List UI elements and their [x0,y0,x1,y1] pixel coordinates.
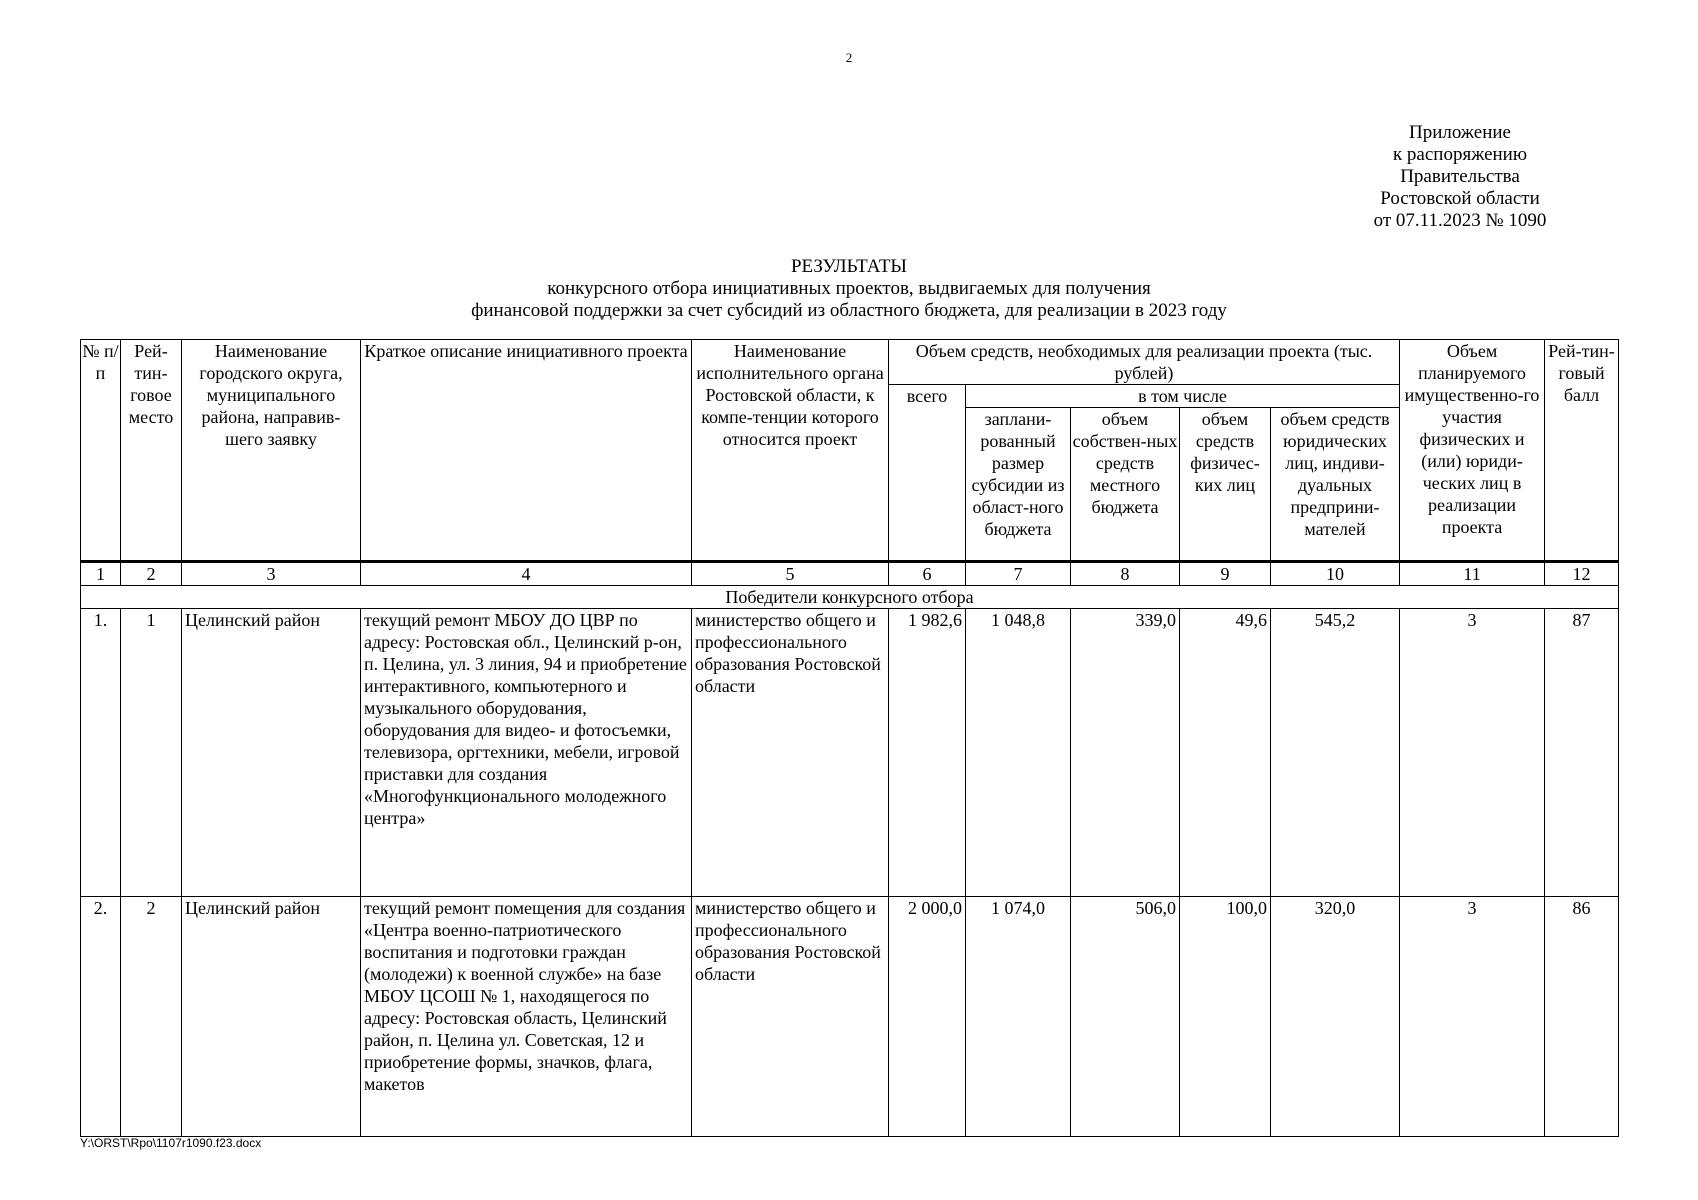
column-number: 6 [889,562,966,586]
column-numbers-row [81,562,1619,586]
row-subsidy: 1 048,8 [966,609,1071,897]
row-local-budget: 506,0 [1071,897,1180,1137]
row-property: 3 [1400,897,1545,1137]
column-number: 4 [361,562,692,586]
row-score: 87 [1545,609,1619,897]
row-rank: 2 [121,897,182,1137]
header-total: всего [889,385,966,562]
header-individuals: объем средств физичес-ких лиц [1180,408,1271,562]
row-individuals: 49,6 [1180,609,1271,897]
appendix-line: от 07.11.2023 № 1090 [1373,210,1547,231]
row-description: текущий ремонт помещения для создания «Центра военно-патриотического воспитания и подготовки граждан (молодежи) к военной службе» на базе МБОУ ЦСОШ № 1, находящегося по адресу: Ростовская область, Целинский район, п. Целина ул. Советская, 12 и приобретение формы, значков, флага, макетов [361,897,692,1137]
file-path-footer: Y:\ORST\Rpo\1107r1090.f23.docx [80,1136,262,1150]
page-number: 2 [845,50,853,65]
header-description: Краткое описание инициативного проекта [361,340,692,562]
column-number: 10 [1271,562,1400,586]
column-number: 3 [182,562,361,586]
appendix-line: Приложение [1409,122,1511,143]
table-row [81,609,1619,897]
column-number: 2 [121,562,182,586]
header-including: в том числе [966,385,1400,408]
row-score: 86 [1545,897,1619,1137]
row-total: 1 982,6 [889,609,966,897]
title-heading: РЕЗУЛЬТАТЫ [790,256,907,277]
results-table [80,339,1619,1137]
header-property: Объем планируемого имущественно-го участия физических и (или) юриди-ческих лиц в реализации проекта [1400,340,1545,562]
row-organ: министерство общего и профессионального образования Ростовской области [692,897,889,1137]
appendix-line: Ростовской области [1380,188,1540,209]
row-district: Целинский район [182,609,361,897]
column-number: 9 [1180,562,1271,586]
title-line: финансовой поддержки за счет субсидий из областного бюджета, для реализации в 2023 году [471,300,1227,321]
row-rank: 1 [121,609,182,897]
row-local-budget: 339,0 [1071,609,1180,897]
row-legal-entities: 320,0 [1271,897,1400,1137]
table-row [81,897,1619,1137]
row-total: 2 000,0 [889,897,966,1137]
row-number: 1. [81,609,121,897]
header-number: № п/п [81,340,121,562]
header-legal-entities: объем средств юридических лиц, индиви-дуальных предприни-мателей [1271,408,1400,562]
column-number: 8 [1071,562,1180,586]
appendix-line: к распоряжению [1392,144,1528,165]
row-property: 3 [1400,609,1545,897]
column-number: 5 [692,562,889,586]
appendix-line: Правительства [1400,166,1520,187]
header-organ: Наименование исполнительного органа Ростовской области, к компе-тенции которого относится проект [692,340,889,562]
appendix-block [1340,122,1580,232]
header-score: Рей-тин-говый балл [1545,340,1619,562]
row-legal-entities: 545,2 [1271,609,1400,897]
header-subsidy: заплани-рованный размер субсидии из област-ного бюджета [966,408,1071,562]
column-number: 7 [966,562,1071,586]
column-number: 12 [1545,562,1619,586]
header-funds: Объем средств, необходимых для реализации проекта (тыс. рублей) [889,340,1400,385]
column-number: 1 [81,562,121,586]
row-subsidy: 1 074,0 [966,897,1071,1137]
document-title [0,256,1698,322]
row-organ: министерство общего и профессионального образования Ростовской области [692,609,889,897]
column-number: 11 [1400,562,1545,586]
row-number: 2. [81,897,121,1137]
group-title: Победители конкурсного отбора [81,586,1619,609]
title-line: конкурсного отбора инициативных проектов, выдвигаемых для получения [547,278,1151,299]
header-district: Наименование городского округа, муниципального района, направив-шего заявку [182,340,361,562]
row-individuals: 100,0 [1180,897,1271,1137]
row-district: Целинский район [182,897,361,1137]
row-description: текущий ремонт МБОУ ДО ЦВР по адресу: Ростовская обл., Целинский р-он, п. Целина, ул. 3 линия, 94 и приобретение интерактивного, компьютерного и музыкального оборудования, оборудования для видео- и фотосъемки, телевизора, оргтехники, мебели, игровой приставки для создания «Многофункционального молодежного центра» [361,609,692,897]
header-local-budget: объем собствен-ных средств местного бюджета [1071,408,1180,562]
group-row [81,586,1619,609]
header-rank: Рей-тин-говое место [121,340,182,562]
